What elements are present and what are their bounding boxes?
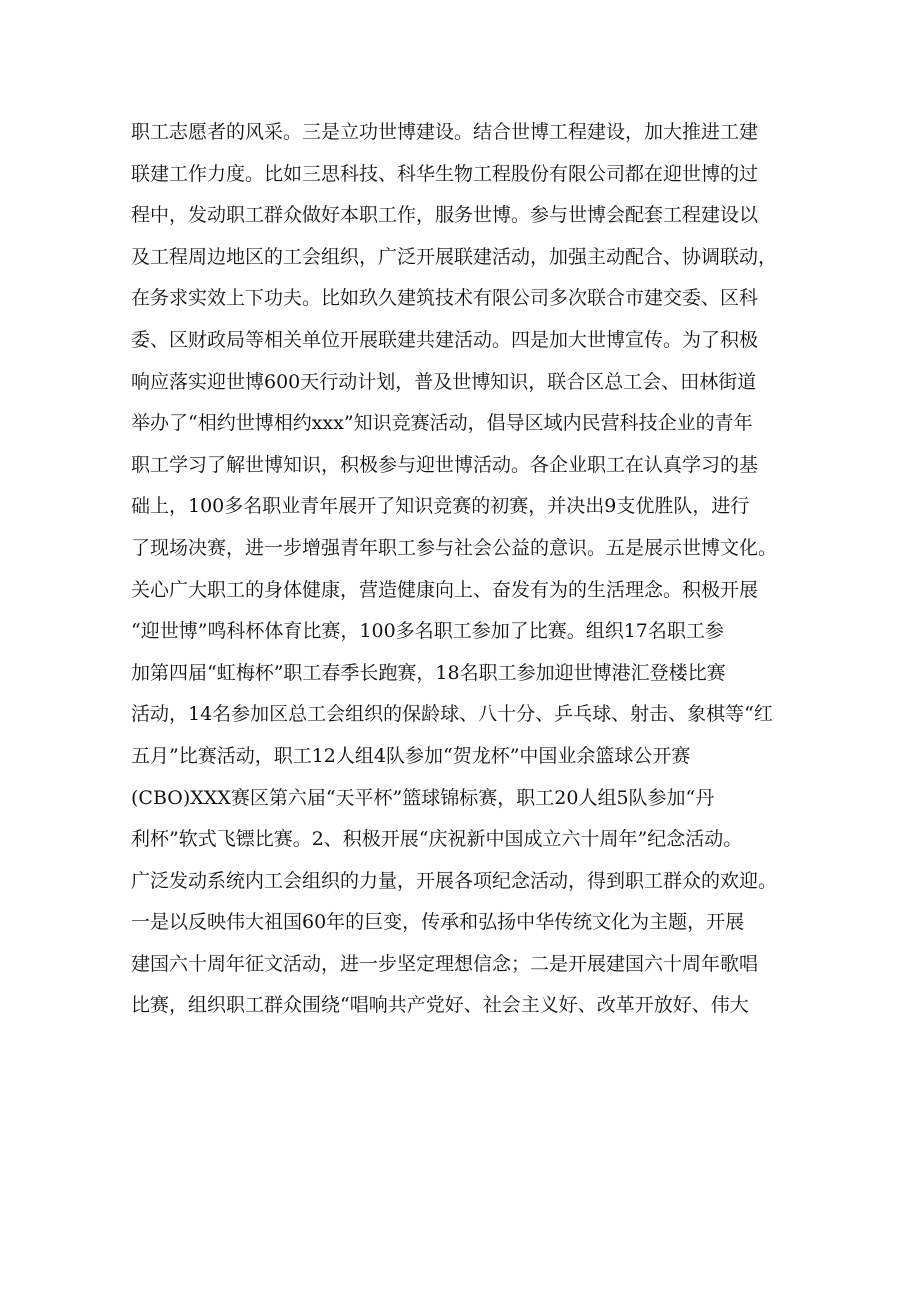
text-line: 在务求实效上下功夫。比如玖久建筑技术有限公司多次联合市建交委、区科	[131, 287, 759, 310]
text-line: 活动，14名参加区总工会组织的保龄球、八十分、乒乓球、射击、象棋等“红	[131, 703, 773, 726]
text-line: 联建工作力度。比如三思科技、科华生物工程股份有限公司都在迎世博的过	[131, 162, 759, 185]
text-line: 职工志愿者的风采。三是立功世博建设。结合世博工程建设，加大推进工建	[131, 121, 759, 143]
text-line: 利杯”软式飞镖比赛。2、积极开展“庆祝新中国成立六十周年”纪念活动。	[131, 828, 743, 851]
text-line: 及工程周边地区的工会组织，广泛开展联建活动，加强主动配合、协调联动，	[131, 245, 778, 268]
text-line: 一是以反映伟大祖国60年的巨变，传承和弘扬中华传统文化为主题，开展	[131, 911, 745, 934]
text-line: 建国六十周年征文活动，进一步坚定理想信念；二是开展建国六十周年歌唱	[131, 952, 759, 975]
body-text	[131, 112, 803, 1027]
text-line: 础上，100多名职业青年展开了知识竞赛的初赛，并决出9支优胜队，进行	[131, 495, 750, 518]
text-line: 职工学习了解世博知识，积极参与迎世博活动。各企业职工在认真学习的基	[131, 453, 759, 476]
text-line: 加第四届“虹梅杯”职工春季长跑赛，18名职工参加迎世博港汇登楼比赛	[131, 661, 726, 684]
text-line: 了现场决赛，进一步增强青年职工参与社会公益的意识。五是展示世博文化。	[131, 536, 778, 559]
text-line: 比赛，组织职工群众围绕“唱响共产党好、社会主义好、改革开放好、伟大	[131, 994, 749, 1017]
text-line: 广泛发动系统内工会组织的力量，开展各项纪念活动，得到职工群众的欢迎。	[131, 869, 778, 892]
text-line: (CBO)XXX赛区第六届“天平杯”篮球锦标赛，职工20人组5队参加“丹	[131, 786, 715, 809]
text-line: 程中，发动职工群众做好本职工作，服务世博。参与世博会配套工程建设以	[131, 204, 759, 227]
text-line: 关心广大职工的身体健康，营造健康向上、奋发有为的生活理念。积极开展	[131, 578, 759, 601]
text-line: “迎世博”鸣科杯体育比赛，100多名职工参加了比赛。组织17名职工参	[131, 620, 724, 643]
text-line: 委、区财政局等相关单位开展联建共建活动。四是加大世博宣传。为了积极	[131, 328, 759, 351]
text-line: 举办了“相约世博相约xxx”知识竞赛活动，倡导区域内民营科技企业的青年	[131, 412, 753, 435]
text-line: 五月”比赛活动，职工12人组4队参加“贺龙杯”中国业余篮球公开赛	[131, 744, 691, 767]
text-line: 响应落实迎世博600天行动计划，普及世博知识，联合区总工会、田林街道	[131, 370, 757, 393]
